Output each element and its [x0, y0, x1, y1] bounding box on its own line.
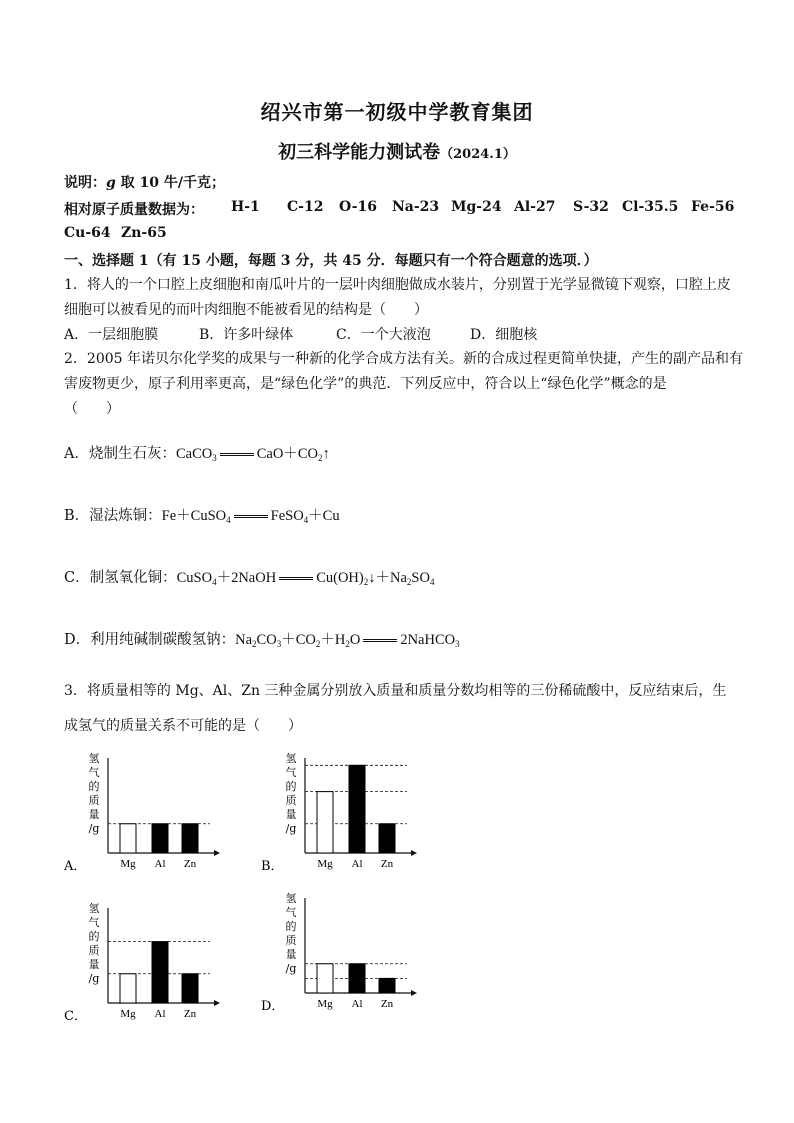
bar-mg	[317, 964, 333, 993]
x-axis-arrow-icon	[214, 850, 220, 856]
bar-zn	[182, 974, 198, 1003]
chart-option-label: B．	[261, 859, 284, 873]
y-axis-label-char: 氢	[285, 892, 297, 905]
y-axis-label-char: 的	[88, 930, 100, 943]
q2-option-a[interactable]	[64, 442, 330, 463]
formula-part: O	[349, 632, 361, 648]
y-axis-label-char: 质	[88, 944, 100, 957]
chart-option-label: C．	[64, 1009, 87, 1023]
category-label: Zn	[183, 1008, 197, 1020]
option-label: A．烧制生石灰：	[64, 446, 176, 462]
exam-title	[0, 138, 794, 164]
y-axis-label-char: /g	[285, 962, 297, 975]
formula-part: CO	[256, 632, 277, 648]
category-label: Zn	[183, 858, 197, 870]
section-heading: 一、选择题 1（有 15 小题，每题 3 分，共 45 分．每题只有一个符合题意的选项．）	[64, 253, 598, 269]
q2-stem-line3: （ ）	[64, 401, 120, 417]
atomic-mass-item: Mg-24	[451, 199, 502, 215]
category-label: Al	[154, 858, 166, 870]
equals-sign-icon	[220, 453, 254, 456]
formula-part: ＋H	[320, 632, 346, 648]
equals-sign-icon	[234, 515, 268, 518]
bar-chart-svg	[261, 748, 421, 873]
y-axis-label-char: 气	[285, 766, 297, 779]
q1-stem-line2: 细胞可以被看见的而叶肉细胞不能被看见的结构是（ ）	[64, 302, 428, 318]
formula-sub: 2	[315, 639, 321, 649]
bar-al	[152, 942, 168, 1003]
bar-zn	[182, 824, 198, 853]
atomic-mass-item: Al-27	[514, 199, 556, 215]
option-label: D．利用纯碱制碳酸氢钠：	[64, 632, 236, 648]
category-label: Zn	[380, 858, 394, 870]
q1-option-b[interactable]: B．许多叶绿体	[199, 327, 294, 343]
formula-part: 2NaHCO	[400, 632, 456, 648]
category-label: Mg	[120, 858, 136, 870]
category-label: Mg	[317, 998, 333, 1010]
y-axis-label-char: 质	[88, 794, 100, 807]
q2-option-b[interactable]	[64, 504, 340, 525]
bar-chart-svg	[64, 748, 224, 873]
exam-date: （2024.1）	[440, 147, 516, 162]
category-label: Al	[154, 1008, 166, 1020]
instructions-note	[64, 172, 225, 192]
formula-sub: 4	[429, 577, 435, 587]
q1-option-d[interactable]: D．细胞核	[470, 327, 538, 343]
formula-part: CaO＋CO	[256, 446, 318, 462]
y-axis-label-char: 质	[285, 794, 297, 807]
school-title: 绍兴市第一初级中学教育集团	[260, 100, 534, 124]
bar-chart-svg	[261, 888, 421, 1013]
y-axis-label-char: 气	[88, 766, 100, 779]
bar-zn	[379, 978, 395, 993]
atomic-mass-item: Cu-64	[64, 225, 111, 241]
atomic-mass-item: Fe-56	[691, 199, 735, 215]
note-prefix: 说明：	[64, 175, 106, 191]
category-label: Mg	[120, 1008, 136, 1020]
note-text: 取 10 牛/千克；	[115, 175, 226, 191]
formula-part: ＋2NaOH	[216, 570, 277, 586]
bar-al	[152, 824, 168, 853]
atomic-mass-item: O-16	[339, 199, 378, 215]
bar-mg	[120, 824, 136, 853]
category-label: Mg	[317, 858, 333, 870]
x-axis-arrow-icon	[411, 850, 417, 856]
y-axis-label-char: 质	[285, 934, 297, 947]
y-axis-label-char: /g	[88, 972, 100, 985]
formula-sub: 2	[345, 639, 350, 649]
q2-stem-line2: 害废物更少，原子利用率更高，是“绿色化学”的典范．下列反应中，符合以上“绿色化学”概念的是	[64, 376, 667, 392]
formula-sub: 4	[303, 515, 309, 525]
bar-chart-svg	[64, 898, 224, 1023]
y-axis-label-char: /g	[88, 822, 100, 835]
y-axis-label-char: 量	[88, 958, 100, 971]
formula-sub: 3	[455, 639, 460, 649]
formula-part: ↓＋Na	[368, 570, 407, 586]
atomic-mass-item: S-32	[573, 199, 609, 215]
y-axis-label-char: 量	[285, 808, 297, 821]
y-axis-label-char: 氢	[285, 752, 297, 765]
q1-option-c[interactable]: C．一个大液泡	[336, 327, 431, 343]
note-g: g	[106, 175, 116, 191]
q3-chart-c[interactable]	[64, 898, 224, 1023]
formula-part: Cu(OH)	[316, 570, 364, 586]
formula-sub: 4	[226, 515, 231, 525]
formula-sub: 2	[363, 577, 369, 587]
q3-chart-d[interactable]	[261, 888, 421, 1013]
x-axis-arrow-icon	[411, 990, 417, 996]
formula-part: Na	[235, 632, 253, 648]
bar-mg	[120, 974, 136, 1003]
q2-option-c[interactable]	[64, 566, 434, 587]
formula-part: SO	[411, 570, 430, 586]
q1-stem-line1: 1．将人的一个口腔上皮细胞和南瓜叶片的一层叶肉细胞做成水装片，分别置于光学显微镜下观察，口腔上皮	[64, 277, 731, 293]
category-label: Al	[351, 858, 363, 870]
y-axis-label-char: /g	[285, 822, 297, 835]
gas-arrow-icon: ↑	[322, 446, 330, 462]
formula-part: CaCO	[175, 446, 213, 462]
atomic-mass-label: 相对原子质量数据为：	[64, 202, 204, 218]
formula-sub: 2	[317, 453, 323, 463]
atomic-mass-item: Na-23	[392, 199, 440, 215]
y-axis-label-char: 的	[88, 780, 100, 793]
bar-mg	[317, 792, 333, 853]
category-label: Al	[351, 998, 363, 1010]
bar-al	[349, 765, 365, 853]
q3-chart-b[interactable]	[261, 748, 421, 873]
q2-stem-line1: 2．2005 年诺贝尔化学奖的成果与一种新的化学合成方法有关。新的合成过程更简单快捷，产生的副产品和有	[64, 351, 743, 367]
y-axis-label-char: 氢	[88, 902, 100, 915]
atomic-mass-item: Zn-65	[121, 225, 167, 241]
formula-part: ＋CO	[281, 632, 316, 648]
q3-stem-line1: 3．将质量相等的 Mg、Al、Zn 三种金属分别放入质量和质量分数均相等的三份稀硫酸中，反应结束后，生	[64, 683, 727, 699]
y-axis-label-char: 气	[285, 906, 297, 919]
q1-option-a[interactable]: A．一层细胞膜	[64, 327, 159, 343]
formula-sub: 4	[212, 577, 217, 587]
option-label: B．湿法炼铜：	[64, 508, 162, 524]
atomic-mass-item: H-1	[231, 199, 260, 215]
formula-part: CuSO	[176, 570, 213, 586]
chart-option-label: A．	[64, 859, 87, 873]
formula-part: Fe＋CuSO	[161, 508, 227, 524]
option-label: C．制氢氧化铜：	[64, 570, 177, 586]
y-axis-label-char: 量	[88, 808, 100, 821]
q2-option-d[interactable]	[64, 628, 460, 649]
formula-sub: 2	[252, 639, 257, 649]
bar-zn	[379, 824, 395, 853]
q3-stem-line2: 成氢气的质量关系不可能的是（ ）	[64, 718, 302, 734]
equals-sign-icon	[363, 639, 397, 642]
y-axis-label-char: 氢	[88, 752, 100, 765]
equals-sign-icon	[279, 577, 313, 580]
x-axis-arrow-icon	[214, 1000, 220, 1006]
formula-part: ＋Cu	[308, 508, 340, 524]
formula-part: FeSO	[270, 508, 304, 524]
exam-subtitle: 初三科学能力测试卷	[278, 142, 441, 163]
atomic-mass-item: C-12	[287, 199, 324, 215]
bar-al	[349, 964, 365, 993]
y-axis-label-char: 气	[88, 916, 100, 929]
formula-sub: 3	[212, 453, 217, 463]
formula-sub: 3	[276, 639, 282, 649]
formula-sub: 2	[406, 577, 412, 587]
y-axis-label-char: 量	[285, 948, 297, 961]
q3-chart-a[interactable]	[64, 748, 224, 873]
atomic-mass-item: Cl-35.5	[622, 199, 679, 215]
category-label: Zn	[380, 998, 394, 1010]
y-axis-label-char: 的	[285, 920, 297, 933]
chart-option-label: D．	[261, 999, 285, 1013]
y-axis-label-char: 的	[285, 780, 297, 793]
